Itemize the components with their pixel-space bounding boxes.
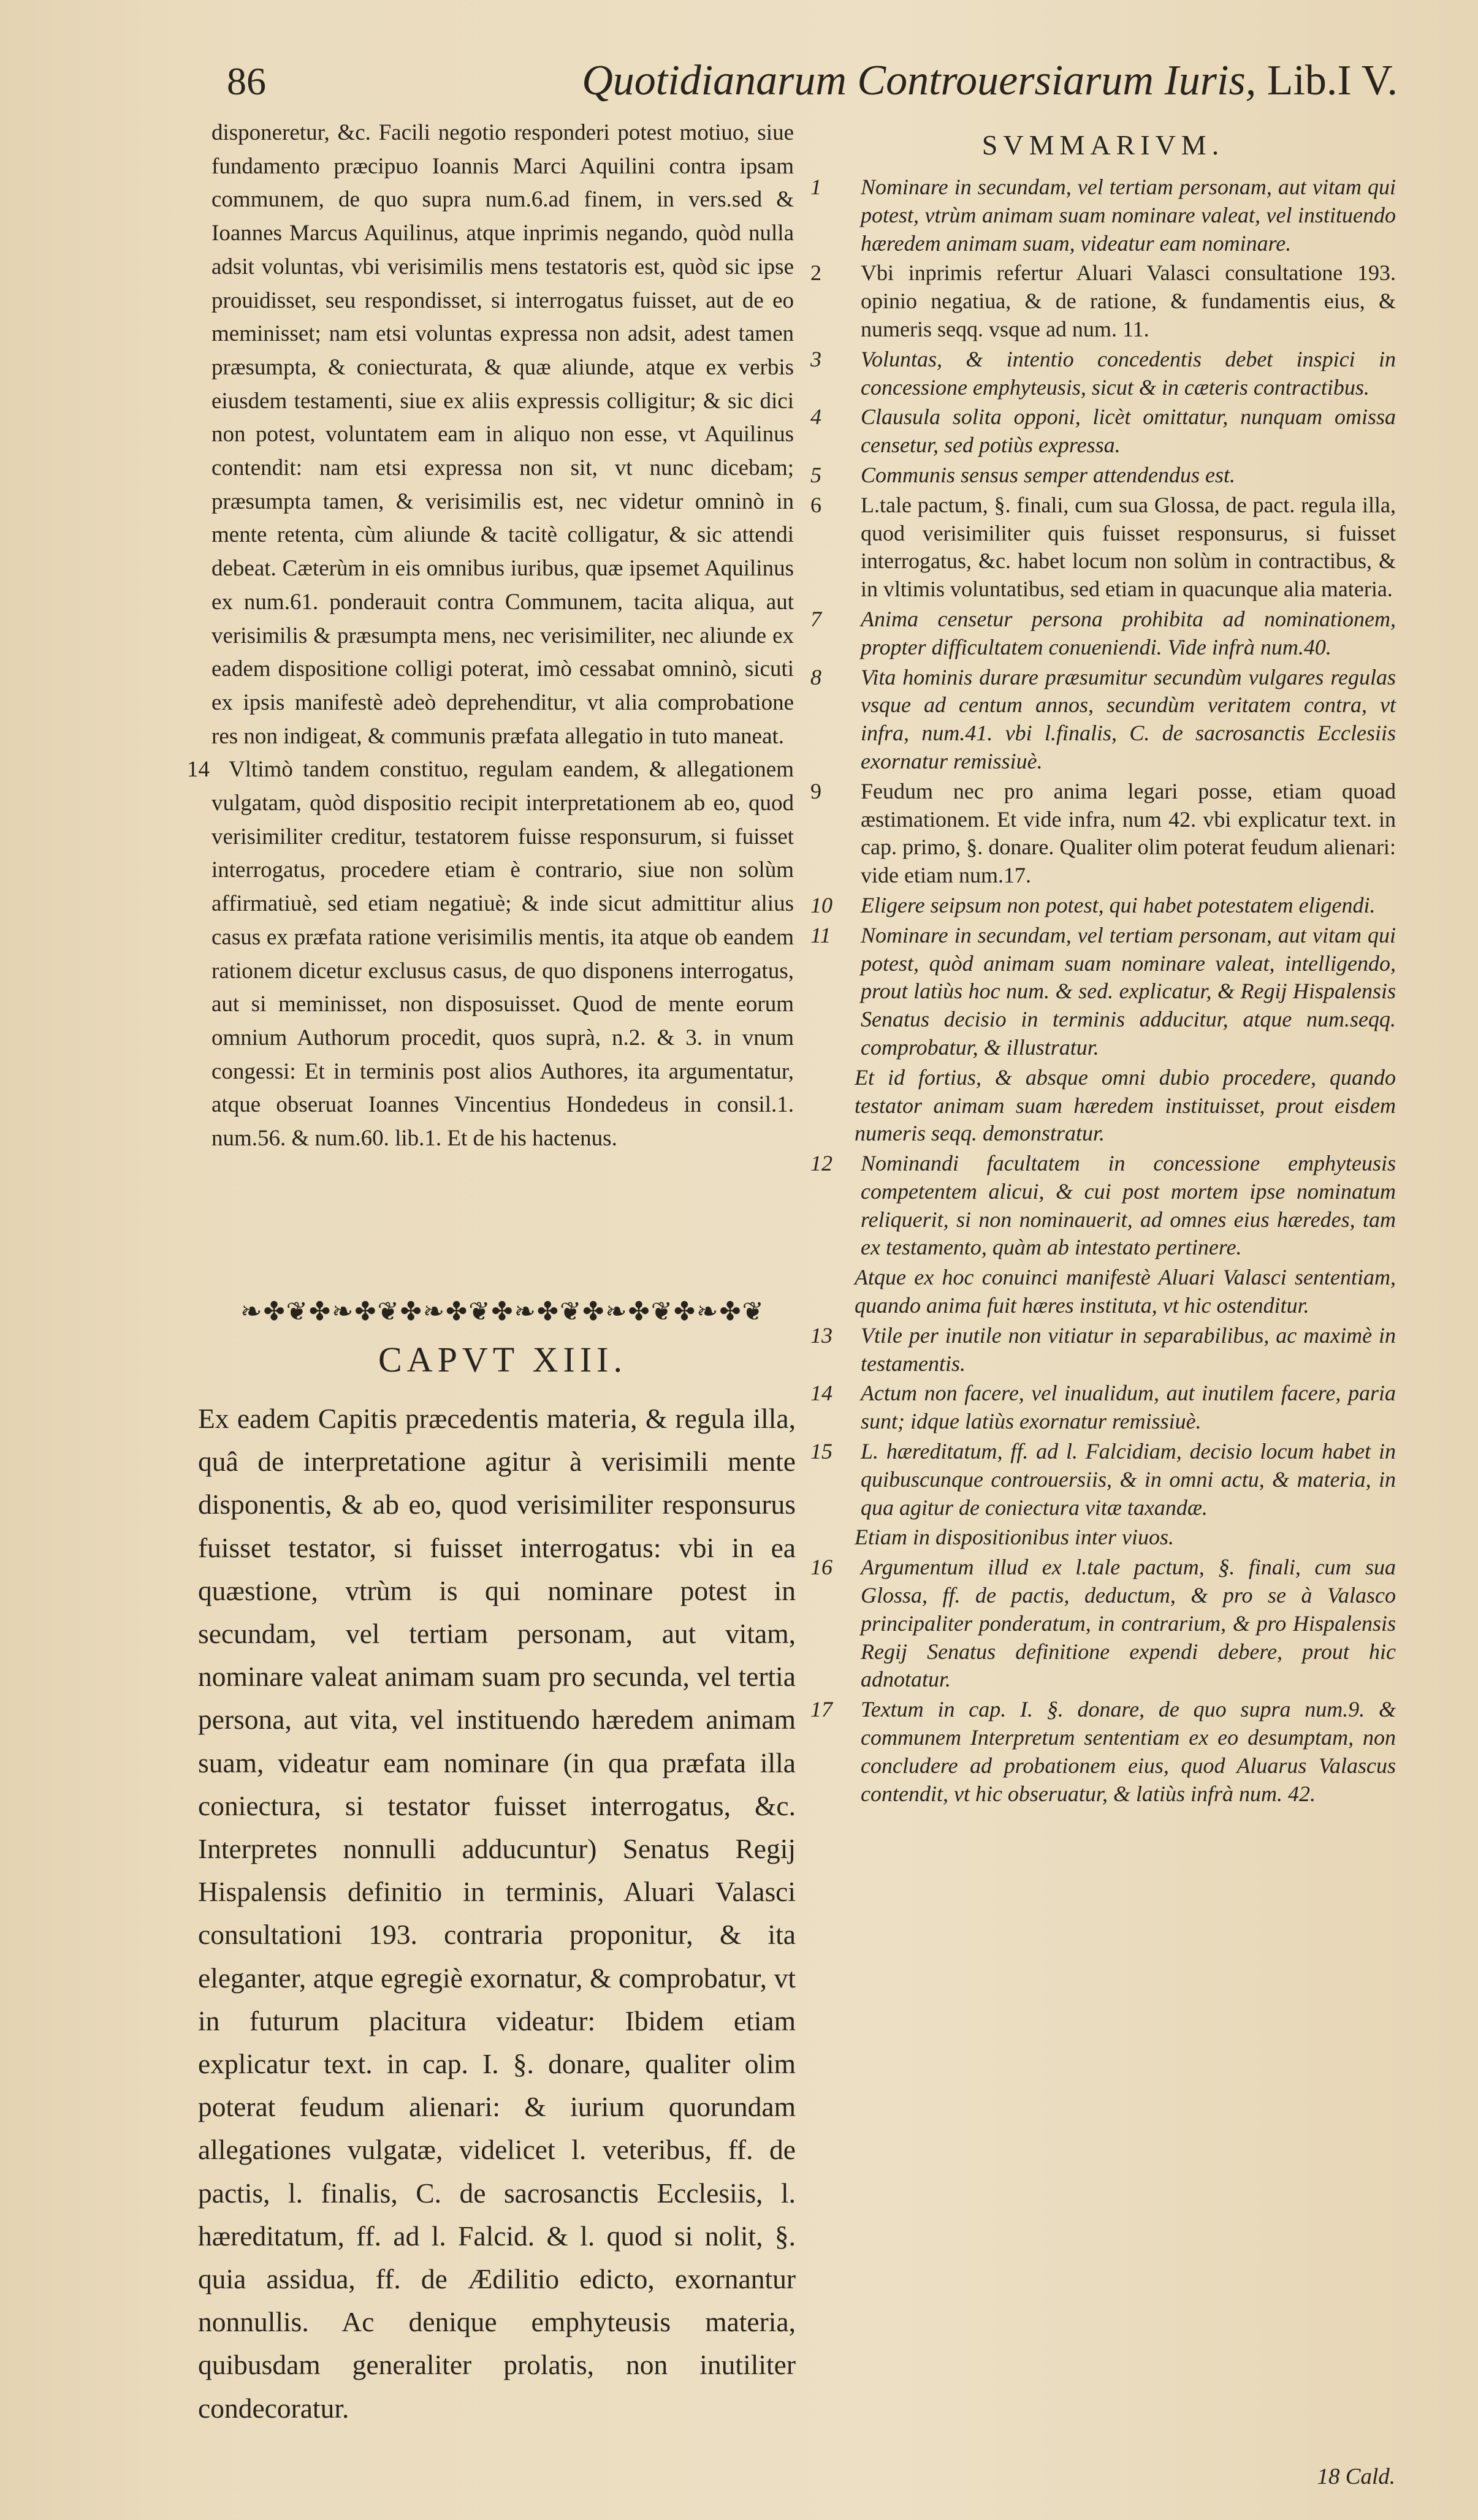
- summary-item-number: 1: [810, 175, 821, 199]
- summary-item: [810, 1438, 1396, 1522]
- summary-item: [810, 1380, 1396, 1436]
- summary-item-text: Nominare in secundam, vel tertiam personam, aut vitam qui potest, quòd animam suam nominare valeat, intelligendo, prout latiùs hoc num. & sed. explicatur, & Regij Hispalensis Senatus decisio in terminis adducitur, atque num.seqq. comprobatur, & illustratur.: [861, 922, 1396, 1060]
- summary-item-text: Anima censetur persona prohibita ad nominationem, propter difficultatem conueniendi. Vide infrà num.40.: [861, 606, 1396, 659]
- running-title-text: Quotidianarum Controuersiarum Iuris,: [582, 57, 1257, 104]
- summary-item: [810, 461, 1396, 490]
- chapter-argument: Ex eadem Capitis præcedentis materia, & regula illa, quâ de interpretatione agitur à verisimili mente disponentis, & ab eo, quod verisimiliter responsurus fuisset testator, si fuisset interrogatus: vbi in ea quæstione, vtrùm is qui nominare potest in secundam, vel tertiam personam, aut vitam, nominare valeat animam suam pro secunda, vel tertia persona, aut vita, vel instituendo hæredem animam suam, videatur eam nominare (in qua præfata illa coniectura, si testator fuisset interrogatus, &c. Interpretes nonnulli adducuntur) Senatus Regij Hispalensis definitio in terminis, Aluari Valasci consultationi 193. contraria proponitur, & ita eleganter, atque egregiè exornatur, & comprobatur, vt in futurum placitura videatur: Ibidem etiam explicatur text. in cap. I. §. donare, qualiter olim poterat feudum alienari: & iurium quorundam allegationes vulgatæ, videlicet l. veteribus, ff. de pactis, l. finalis, C. de sacrosanctis Ecclesiis, l. hæreditatum, ff. ad l. Falcid. & l. quod si nolit, §. quia assidua, ff. de Ædilitio edicto, exornantur nonnullis. Ac denique emphyteusis materia, quibusdam generaliter prolatis, non inutiliter condecoratur.: [198, 1403, 796, 2424]
- summary-subitem: [810, 1524, 1396, 1552]
- summary-item-number: 3: [810, 346, 821, 371]
- summary-item-text: Atque ex hoc conuinci manifestè Aluari Valasci sententiam, quando anima fuit hæres instituta, vt hic ostenditur.: [855, 1265, 1396, 1318]
- page-number: 86: [227, 59, 266, 103]
- summary-item-text: L. hæreditatum, ff. ad l. Falcidiam, decisio locum habet in quibuscunque controuersiis, & in omni actu, & materia, in qua agitur de coniectura vitæ taxandæ.: [861, 1439, 1396, 1520]
- summary-item: [810, 1696, 1396, 1808]
- continuation-paragraph: disponeretur, &c. Facili negotio responderi potest motiuo, siue fundamento præcipuo Ioannis Marci Aquilini contra ipsam communem, de quo supra num.6.ad finem, in vers.sed & Ioannes Marcus Aquilinus, atque inprimis negando, quòd nulla adsit voluntas, vbi verisimilis mens testatoris est, quòd sic ipse prouidisset, seu respondisset, si interrogatus fuisset, aut de eo meminisset; nam etsi voluntas expressa non adsit, adest tamen præsumpta, & coniecturata, & quæ aliunde, atque ex verbis eiusdem testamenti, siue ex aliis expressis colligitur; & sic dici non potest, voluntatem eam in aliquo non esse, vt Aquilinus contendit: nam etsi expressa non sit, vt nunc dicebam; præsumpta tamen, & verisimilis est, nec videtur omninò in mente retenta, cùm aliunde & tacitè colligatur, & sic attendi debeat. Cæterùm in eis omnibus iuribus, quæ ipsemet Aquilinus ex num.61. ponderauit contra Communem, tacita aliqua, aut verisimilis & præsumpta mens, nec verisimiliter, nec aliunde ex eadem dispositione colligi poterat, imò cessabat omninò, sicuti ex ipsis manifestè adeò deprehenditur, vt alia comprobatione res non indigeat, & communis præfata allegatio in tuto maneat.: [211, 120, 794, 749]
- decorative-ornament: ❧✤❦✤❧✤❦✤❧✤❦✤❧✤❦✤❧✤❦✤❧✤❦: [240, 1298, 765, 1326]
- summary-column: [810, 129, 1396, 1810]
- summary-item-text: Communis sensus semper attendendus est.: [861, 462, 1235, 487]
- summary-item-number: 4: [810, 404, 821, 430]
- summary-item: [810, 259, 1396, 343]
- summary-item-number: 16: [810, 1555, 832, 1580]
- summary-item-text: L.tale pactum, §. finali, cum sua Glossa, de pact. regula illa, quod verisimiliter quis fuisset responsurus, si fuisset interrogatus, &c. habet locum non solùm in contractibus, & in vltimis voluntatibus, sed etiam in quacunque alia materia.: [861, 492, 1396, 602]
- running-title: [582, 56, 1398, 105]
- book-number: Lib.I V.: [1267, 57, 1398, 104]
- summary-item-number: 7: [810, 606, 821, 631]
- summary-item-number: 13: [810, 1323, 832, 1348]
- summary-item-text: Et id fortius, & absque omni dubio procedere, quando testator animam suam hæredem instituisset, prout eisdem numeris seqq. demonstratur.: [855, 1065, 1396, 1146]
- summary-subitem: [810, 1264, 1396, 1320]
- summary-subitem: [810, 1064, 1396, 1148]
- summary-item: [810, 346, 1396, 402]
- summary-item: [810, 403, 1396, 460]
- summary-item: [810, 922, 1396, 1062]
- summary-list: [810, 173, 1396, 1808]
- summary-item-text: Nominare in secundam, vel tertiam personam, aut vitam qui potest, vtrùm animam suam nominare valeat, vel instituendo hæredem animam suam, videatur eam nominare.: [861, 175, 1396, 256]
- summary-item-text: Etiam in dispositionibus inter viuos.: [855, 1525, 1175, 1550]
- summary-item-text: Vbi inprimis refertur Aluari Valasci consultatione 193. opinio negatiua, & de ratione, & fundamentis eius, & numeris seqq. vsque ad num. 11.: [861, 260, 1396, 341]
- summary-item-number: 17: [810, 1697, 832, 1722]
- summary-item-text: Vtile per inutile non vitiatur in separabilibus, ac maximè in testamentis.: [861, 1323, 1396, 1376]
- summary-item: [810, 664, 1396, 776]
- summary-item-number: 12: [810, 1151, 832, 1176]
- summary-item: [810, 778, 1396, 890]
- chapter-heading: CAPVT XIII.: [378, 1340, 627, 1380]
- summary-item-text: Voluntas, & intentio concedentis debet inspici in concessione emphyteusis, sicut & in cæteris contractibus.: [861, 346, 1396, 400]
- summary-item-text: Clausula solita opponi, licèt omittatur, nunquam omissa censetur, sed potiùs expressa.: [861, 404, 1396, 458]
- page-header: [208, 56, 1398, 112]
- paragraph-14-text: Vltimò tandem constituo, regulam eandem, & allegationem vulgatam, quòd dispositio recipit interpretationem ab eo, quod verisimiliter creditur, testatorem fuisse responsurum, si fuisset interrogatus, procedere etiam è contrario, siue non solùm affirmatiuè, sed etiam negatiuè; & inde sicut admittitur alius casus ex præfata ratione verisimilis mentis, ita atque ob eandem rationem dicetur exclusus casus, de quo disponens interrogatus, aut si meminisset, non disposuisset. Quod de mente eorum omnium Authorum procedit, quos suprà, n.2. & 3. in vnum congessi: Et in terminis post alios Authores, ita argumentatur, atque obseruat Ioannes Vincentius Hondedeus in consil.1. num.56. & num.60. lib.1. Et de his hactenus.: [211, 757, 794, 1152]
- summary-heading: SVMMARIVM.: [981, 129, 1225, 161]
- summary-item-text: Actum non facere, vel inualidum, aut inutilem facere, paria sunt; idque latiùs exornatur remissiuè.: [861, 1381, 1396, 1434]
- summary-item: [810, 173, 1396, 257]
- summary-item-number: 9: [810, 778, 821, 803]
- summary-item-text: Eligere seipsum non potest, qui habet potestatem eligendi.: [861, 892, 1376, 917]
- summary-item-text: Feudum nec pro anima legari posse, etiam quoad æstimationem. Et vide infra, num 42. vbi explicatur text. in cap. primo, §. donare. Qualiter olim poterat feudum alienari: vide etiam num.17.: [861, 778, 1396, 888]
- summary-item-text: Argumentum illud ex l.tale pactum, §. finali, cum sua Glossa, ff. de pactis, deductum, & pro se à Valasco principaliter ponderatum, in contrarium, & pro Hispalensis Regij Senatus definitione expendi debere, prout hic adnotatur.: [861, 1555, 1396, 1692]
- summary-item-number: 8: [810, 664, 821, 689]
- summary-item-number: 5: [810, 462, 821, 487]
- summary-item-number: 15: [810, 1439, 832, 1464]
- margin-number: 14: [187, 757, 210, 783]
- left-column: [187, 116, 794, 1156]
- summary-item: [810, 1554, 1396, 1694]
- summary-item-text: Vita hominis durare præsumitur secundùm vulgares regulas vsque ad centum annos, secundùm veritatem contra, vt infra, num.41. vbi l.finalis, C. de sacrosanctis Ecclesiis exornatur remissiuè.: [861, 664, 1396, 773]
- summary-item: [810, 491, 1396, 604]
- summary-item: [810, 1322, 1396, 1378]
- summary-item-number: 11: [810, 922, 831, 947]
- summary-item-number: 2: [810, 260, 821, 286]
- summary-item: [810, 605, 1396, 662]
- catchword: 18 Cald.: [1317, 2464, 1395, 2489]
- summary-item-text: Textum in cap. I. §. donare, de quo supra num.9. & communem Interpretum sententiam ex eo desumptam, non concludere ad probationem eius, quod Aluarus Valascus contendit, vt hic obseruatur, & latiùs infrà num. 42.: [861, 1697, 1396, 1806]
- summary-item: [810, 892, 1396, 920]
- summary-item-text: Nominandi facultatem in concessione emphyteusis competentem alicui, & cui post mortem ipse nominatum reliquerit, si non nominauerit, ad omnes eius hæredes, tam ex testamento, quàm ab intestato pertinere.: [861, 1151, 1396, 1260]
- paragraph-14: [187, 753, 794, 1155]
- summary-item-number: 10: [810, 892, 832, 917]
- summary-item-number: 14: [810, 1381, 832, 1406]
- summary-item-number: 6: [810, 492, 821, 517]
- summary-item: [810, 1150, 1396, 1262]
